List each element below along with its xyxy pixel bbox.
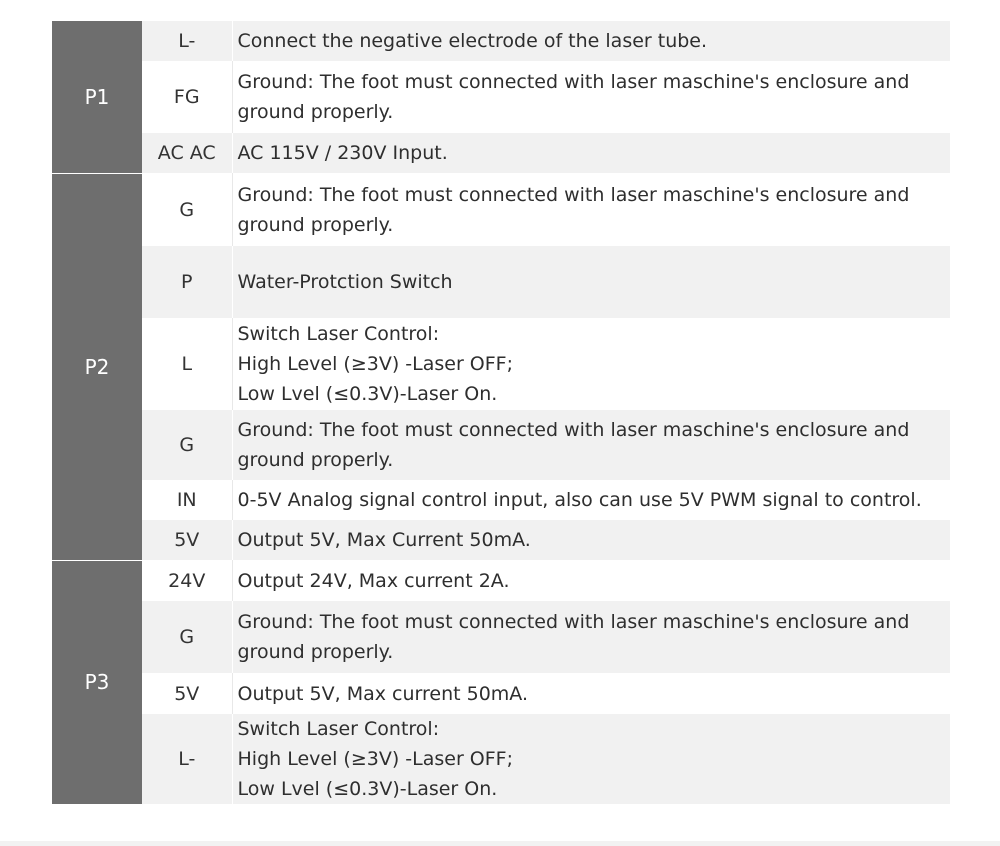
table-row xyxy=(52,601,950,673)
pin-description xyxy=(232,601,950,673)
description-line: Output 24V, Max current 2A. xyxy=(237,569,510,592)
pin-description xyxy=(232,560,950,601)
table-row xyxy=(52,714,950,804)
pin-label: 5V xyxy=(142,673,232,714)
description-line: Switch Laser Control: xyxy=(237,718,440,740)
description-line: Switch Laser Control: xyxy=(237,323,440,345)
description-line: Ground: The foot must connected with laser maschine's enclosure and xyxy=(237,611,910,633)
description-line: Low Lvel (≤0.3V)-Laser On. xyxy=(237,383,498,405)
description-line: Water-Protction Switch xyxy=(237,271,453,293)
pin-description xyxy=(232,173,950,246)
table-row xyxy=(52,173,950,246)
description-line: Output 5V, Max current 50mA. xyxy=(237,682,528,705)
description-line: Low Lvel (≤0.3V)-Laser On. xyxy=(237,778,498,800)
pin-label: L- xyxy=(142,714,232,804)
pin-description xyxy=(232,246,950,318)
pin-label: L- xyxy=(142,21,232,61)
pin-description xyxy=(232,520,950,560)
description-line: High Level (≥3V) -Laser OFF; xyxy=(237,748,514,770)
page-bottom-edge xyxy=(0,841,1000,846)
pin-label: G xyxy=(142,173,232,246)
pinout-table-body xyxy=(52,21,950,804)
group-label-p2: P2 xyxy=(52,173,142,560)
description-line: Ground: The foot must connected with laser maschine's enclosure and xyxy=(237,183,910,206)
table-row xyxy=(52,520,950,560)
pin-label: FG xyxy=(142,61,232,133)
group-label-p3: P3 xyxy=(52,560,142,804)
description-line: Connect the negative electrode of the laser tube. xyxy=(237,30,708,52)
pin-description xyxy=(232,714,950,804)
description-line: ground properly. xyxy=(237,213,394,236)
description-line: Ground: The foot must connected with laser maschine's enclosure and xyxy=(237,419,910,441)
pin-label: 24V xyxy=(142,560,232,601)
pin-label: G xyxy=(142,601,232,673)
table-row xyxy=(52,318,950,410)
pin-label: G xyxy=(142,410,232,480)
description-line: Output 5V, Max Current 50mA. xyxy=(237,529,531,551)
table-row xyxy=(52,61,950,133)
table-row xyxy=(52,673,950,714)
group-label-p1: P1 xyxy=(52,21,142,173)
pin-label: L xyxy=(142,318,232,410)
table-row xyxy=(52,560,950,601)
description-line: AC 115V / 230V Input. xyxy=(237,142,448,164)
description-line: ground properly. xyxy=(237,449,394,471)
pin-description xyxy=(232,133,950,173)
pin-description xyxy=(232,480,950,520)
description-line: ground properly. xyxy=(237,641,394,663)
table-row xyxy=(52,410,950,480)
pin-label: AC AC xyxy=(142,133,232,173)
pinout-table xyxy=(52,21,950,804)
table-row xyxy=(52,133,950,173)
pin-description xyxy=(232,673,950,714)
pin-description xyxy=(232,318,950,410)
description-line: 0-5V Analog signal control input, also can use 5V PWM signal to control. xyxy=(237,489,922,511)
pin-description xyxy=(232,410,950,480)
description-line: ground properly. xyxy=(237,101,394,123)
pin-label: P xyxy=(142,246,232,318)
pin-label: IN xyxy=(142,480,232,520)
table-row xyxy=(52,21,950,61)
table-row xyxy=(52,480,950,520)
pin-description xyxy=(232,21,950,61)
description-line: Ground: The foot must connected with laser maschine's enclosure and xyxy=(237,71,910,93)
table-row xyxy=(52,246,950,318)
pin-label: 5V xyxy=(142,520,232,560)
description-line: High Level (≥3V) -Laser OFF; xyxy=(237,353,514,375)
pin-description xyxy=(232,61,950,133)
